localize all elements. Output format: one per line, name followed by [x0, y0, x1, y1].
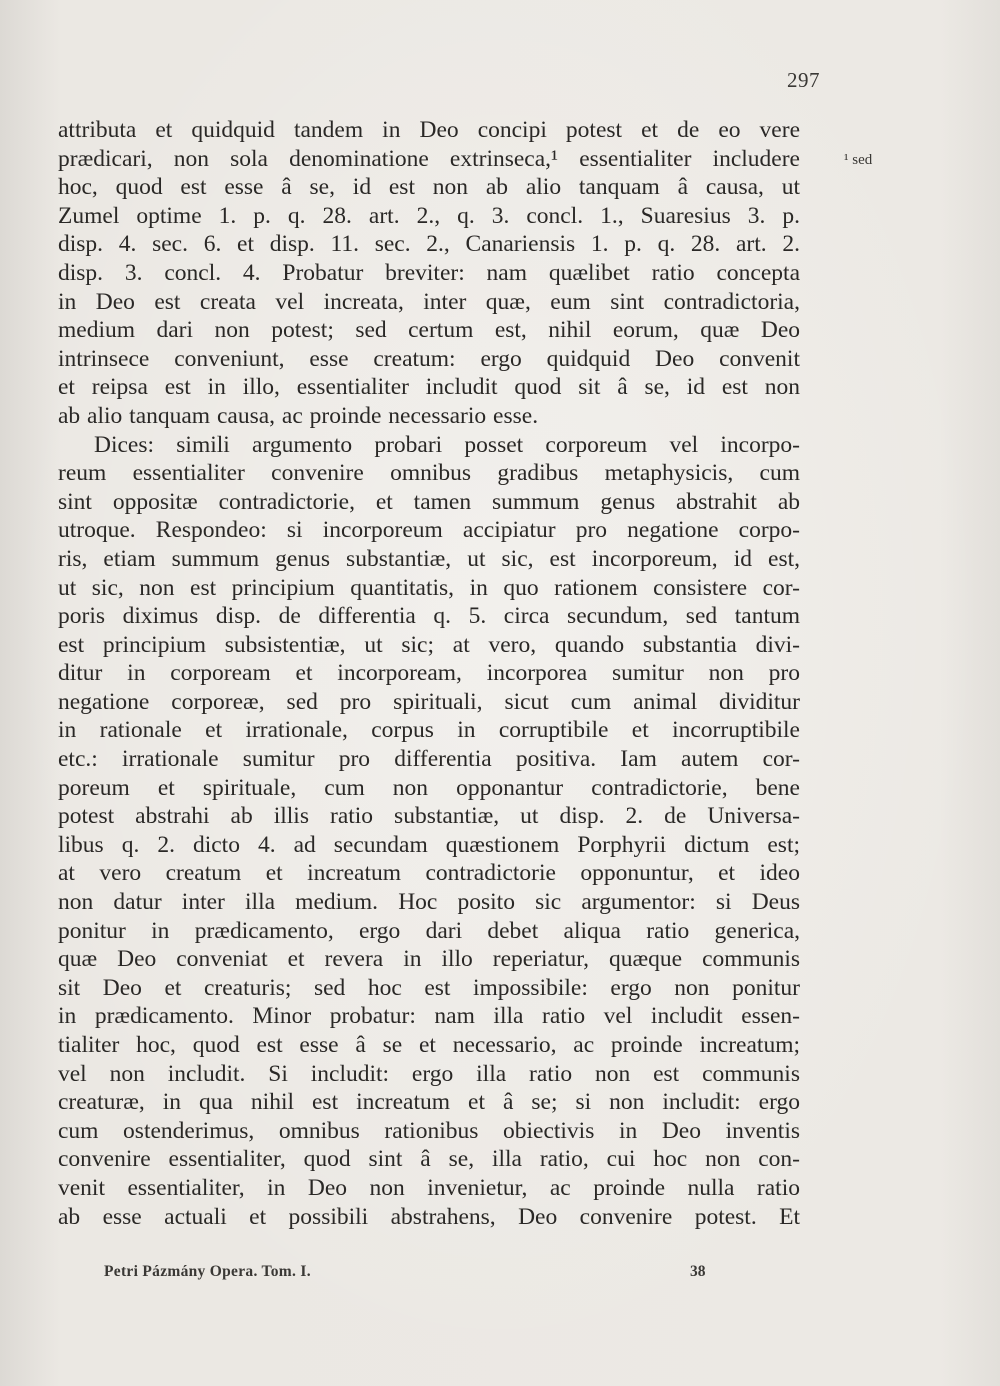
text-line: quæ Deo conveniat et revera in illo reperiatur, quæque communis: [58, 946, 800, 973]
text-line: potest abstrahi ab illis ratio substantiæ, ut disp. 2. de Universa-: [58, 803, 800, 830]
footer-book-title: Petri Pázmány Opera. Tom. I.: [104, 1263, 311, 1280]
text-line: poreum et spirituale, cum non opponantur contradictorie, bene: [58, 774, 800, 801]
text-line: disp. 3. concl. 4. Probatur breviter: nam quælibet ratio concepta: [58, 259, 800, 286]
text-line: in prædicamento. Minor probatur: nam illa ratio vel includit essen-: [58, 1003, 800, 1030]
text-line: utroque. Respondeo: si incorporeum accipiatur pro negatione corpo-: [58, 517, 800, 544]
text-line: intrinsece conveniunt, esse creatum: ergo quidquid Deo convenit: [58, 345, 800, 372]
text-line: medium dari non potest; sed certum est, nihil eorum, quæ Deo: [58, 317, 800, 344]
text-line: in Deo est creata vel increata, inter quæ, eum sint contradictoria,: [58, 288, 800, 315]
text-line: cum ostenderimus, omnibus rationibus obiectivis in Deo inventis: [58, 1117, 800, 1144]
text-line: etc.: irrationale sumitur pro differentia positiva. Iam autem cor-: [58, 746, 800, 773]
text-line: venit essentialiter, in Deo non invenietur, ac proinde nulla ratio: [58, 1174, 800, 1201]
text-line: negatione corporeæ, sed pro spirituali, sicut cum animal dividitur: [58, 688, 800, 715]
text-line: sint oppositæ contradictorie, et tamen summum genus abstrahit ab: [58, 488, 800, 515]
text-line: convenire essentialiter, quod sint â se, illa ratio, cui hoc non con-: [58, 1146, 800, 1173]
text-line: at vero creatum et increatum contradictorie opponuntur, et ideo: [58, 860, 800, 887]
text-line: ab esse actuali et possibili abstrahens, Deo convenire potest. Et: [58, 1203, 800, 1230]
text-line: disp. 4. sec. 6. et disp. 11. sec. 2., Canariensis 1. p. q. 28. art. 2.: [58, 231, 800, 258]
text-line: tialiter hoc, quod est esse â se et necessario, ac proinde increatum;: [58, 1032, 800, 1058]
text-line: Zumel optime 1. p. q. 28. art. 2., q. 3. concl. 1., Suaresius 3. p.: [58, 202, 800, 229]
text-line: creaturæ, in qua nihil est increatum et â se; si non includit: ergo: [58, 1089, 800, 1116]
text-line: libus q. 2. dicto 4. ad secundam quæstionem Porphyrii dictum est;: [58, 831, 800, 858]
text-line: ab alio tanquam causa, ac proinde necessario esse.: [58, 402, 539, 429]
text-line: attributa et quidquid tandem in Deo concipi potest et de eo vere: [58, 117, 800, 143]
page-number: 297: [787, 68, 820, 92]
text-line: ponitur in prædicamento, ergo dari debet aliqua ratio generica,: [58, 917, 800, 944]
text-line: ris, etiam summum genus substantiæ, ut sic, est incorporeum, id est,: [58, 545, 800, 572]
text-line: reum essentialiter convenire omnibus gradibus metaphysicis, cum: [58, 460, 800, 487]
text-line: vel non includit. Si includit: ergo illa ratio non est communis: [58, 1060, 800, 1087]
margin-footnote: ¹ sed: [844, 152, 873, 168]
text-line: et reipsa est in illo, essentialiter includit quod sit â se, id est non: [58, 374, 800, 401]
text-line: in rationale et irrationale, corpus in corruptibile et incorruptibile: [58, 717, 800, 744]
body-text: [58, 116, 800, 1231]
paragraph-start-line: Dices: simili argumento probari posset corporeum vel incorpo-: [94, 431, 800, 458]
footer-signature-number: 38: [690, 1263, 706, 1280]
text-line: hoc, quod est esse â se, id est non ab alio tanquam â causa, ut: [58, 174, 800, 201]
text-line: non datur inter illa medium. Hoc posito sic argumentor: si Deus: [58, 889, 800, 916]
text-line: ditur in corpoream et incorpoream, incorporea sumitur non pro: [58, 660, 800, 687]
text-line: est principium subsistentiæ, ut sic; at vero, quando substantia divi-: [58, 631, 800, 658]
text-line: poris diximus disp. de differentia q. 5. circa secundum, sed tantum: [58, 603, 800, 630]
text-line: ut sic, non est principium quantitatis, in quo rationem consistere cor-: [58, 574, 800, 601]
text-line: prædicari, non sola denominatione extrinseca,¹ essentialiter includere: [58, 145, 800, 172]
text-line: sit Deo et creaturis; sed hoc est impossibile: ergo non ponitur: [58, 974, 800, 1001]
